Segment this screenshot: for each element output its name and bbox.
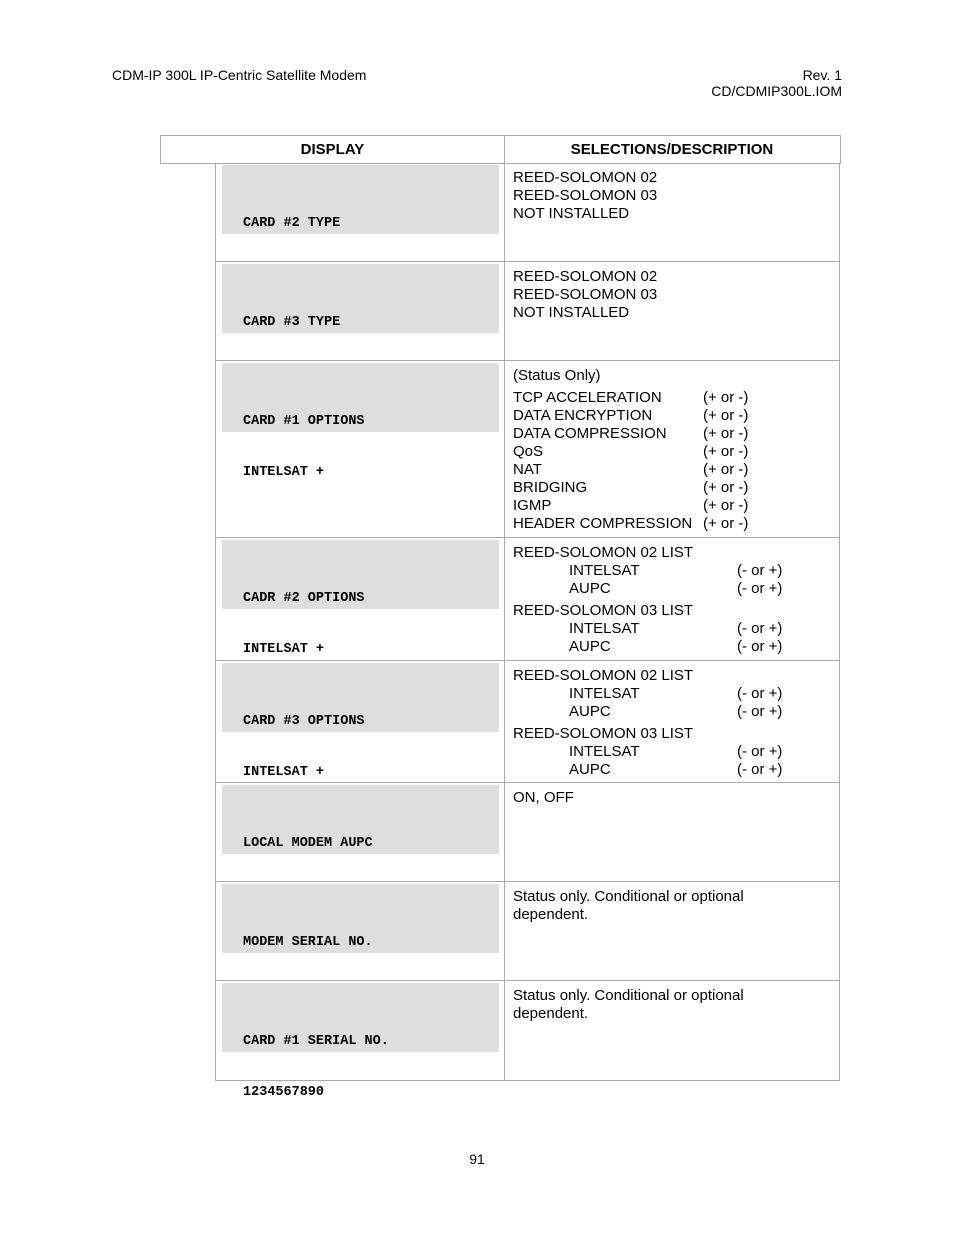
description-text: dependent.: [513, 1005, 589, 1022]
option-row: [513, 443, 831, 461]
item-name: AUPC: [569, 580, 611, 597]
item-value: (- or +): [737, 703, 783, 720]
lcd-display: [222, 540, 499, 657]
revision-label: Rev. 1: [802, 67, 842, 83]
lcd-display: [222, 165, 499, 234]
item-value: (- or +): [737, 638, 783, 655]
display-cell: [215, 981, 505, 1100]
list-item: [513, 580, 831, 598]
lcd-line: INTELSAT +: [243, 642, 325, 657]
display-cell: [215, 538, 505, 661]
option-row: [513, 407, 831, 425]
list-item: [513, 761, 831, 779]
display-cell: [215, 783, 505, 882]
lcd-line: 1234567890: [243, 1085, 325, 1100]
selections-cell: [504, 783, 840, 882]
item-name: INTELSAT: [569, 620, 640, 637]
list-title: REED-SOLOMON 03 LIST: [513, 725, 694, 742]
option-name: NAT: [513, 461, 542, 478]
list-item: [513, 620, 831, 638]
item-name: AUPC: [569, 638, 611, 655]
list-item: [513, 562, 831, 580]
option-value: (+ or -): [703, 425, 749, 442]
header-right: [711, 67, 842, 99]
status-only-note: (Status Only): [513, 367, 601, 384]
option-value: (+ or -): [703, 515, 749, 532]
option-row: [513, 497, 831, 515]
option-row: [513, 461, 831, 479]
list-title: REED-SOLOMON 03 LIST: [513, 602, 694, 619]
option-row: [513, 479, 831, 497]
lcd-line: CARD #2 TYPE: [243, 216, 341, 231]
table-row: [215, 661, 842, 783]
lcd-display: [222, 785, 499, 854]
table-row: [215, 783, 842, 882]
header-left: CDM-IP 300L IP-Centric Satellite Modem: [112, 67, 367, 83]
selection-option: NOT INSTALLED: [513, 304, 630, 321]
option-value: (+ or -): [703, 479, 749, 496]
item-value: (- or +): [737, 685, 783, 702]
table-row: [215, 882, 842, 981]
lcd-line: CARD #1 SERIAL NO.: [243, 1034, 389, 1049]
selections-cell: [504, 661, 840, 783]
option-name: QoS: [513, 443, 544, 460]
lcd-line: CARD #1 OPTIONS: [243, 414, 365, 429]
list-item: [513, 638, 831, 656]
option-row: [513, 425, 831, 443]
description-text: Status only. Conditional or optional: [513, 987, 744, 1004]
item-value: (- or +): [737, 761, 783, 778]
selections-cell: [504, 361, 840, 538]
lcd-line: INTELSAT +: [243, 465, 325, 480]
display-cell: [215, 262, 505, 361]
item-value: (- or +): [737, 620, 783, 637]
table-row: [215, 361, 842, 538]
column-header-display: DISPLAY: [160, 135, 505, 164]
item-name: INTELSAT: [569, 685, 640, 702]
item-name: AUPC: [569, 761, 611, 778]
table-row: [215, 538, 842, 661]
table-row: [215, 262, 842, 361]
description-text: dependent.: [513, 906, 589, 923]
list-item: [513, 743, 831, 761]
lcd-line: LOCAL MODEM AUPC: [243, 836, 373, 851]
selections-cell: [504, 163, 840, 262]
selections-cell: [504, 262, 840, 361]
option-value: (+ or -): [703, 389, 749, 406]
option-name: TCP ACCELERATION: [513, 389, 662, 406]
selection-option: REED-SOLOMON 02: [513, 268, 658, 285]
lcd-display: [222, 884, 499, 953]
option-name: DATA ENCRYPTION: [513, 407, 653, 424]
item-name: INTELSAT: [569, 743, 640, 760]
item-value: (- or +): [737, 562, 783, 579]
selections-cell: [504, 981, 840, 1081]
selection-option: NOT INSTALLED: [513, 205, 630, 222]
list-item: [513, 685, 831, 703]
item-value: (- or +): [737, 580, 783, 597]
column-header-selections: SELECTIONS/DESCRIPTION: [504, 135, 841, 164]
option-name: DATA COMPRESSION: [513, 425, 667, 442]
selection-option: ON, OFF: [513, 789, 574, 806]
option-row: [513, 515, 831, 533]
item-value: (- or +): [737, 743, 783, 760]
option-value: (+ or -): [703, 461, 749, 478]
display-cell: [215, 882, 505, 981]
lcd-line: INTELSAT +: [243, 765, 325, 780]
option-name: HEADER COMPRESSION: [513, 515, 693, 532]
list-item: [513, 703, 831, 721]
item-name: INTELSAT: [569, 562, 640, 579]
table-header: [160, 135, 842, 163]
lcd-line: CARD #3 OPTIONS: [243, 714, 365, 729]
selection-option: REED-SOLOMON 03: [513, 286, 658, 303]
option-value: (+ or -): [703, 443, 749, 460]
option-name: IGMP: [513, 497, 552, 514]
selections-cell: [504, 882, 840, 981]
lcd-line: MODEM SERIAL NO.: [243, 935, 373, 950]
item-name: AUPC: [569, 703, 611, 720]
option-row: [513, 389, 831, 407]
lcd-line: CADR #2 OPTIONS: [243, 591, 365, 606]
list-title: REED-SOLOMON 02 LIST: [513, 667, 694, 684]
display-cell: [215, 163, 505, 262]
option-value: (+ or -): [703, 407, 749, 424]
selection-option: REED-SOLOMON 03: [513, 187, 658, 204]
display-cell: [215, 361, 505, 538]
table-row: [215, 163, 842, 262]
option-value: (+ or -): [703, 497, 749, 514]
selection-option: REED-SOLOMON 02: [513, 169, 658, 186]
description-text: Status only. Conditional or optional: [513, 888, 744, 905]
document-code: CD/CDMIP300L.IOM: [711, 83, 842, 99]
option-name: BRIDGING: [513, 479, 588, 496]
list-title: REED-SOLOMON 02 LIST: [513, 544, 694, 561]
lcd-line: CARD #3 TYPE: [243, 315, 341, 330]
lcd-display: [222, 363, 499, 480]
selections-cell: [504, 538, 840, 661]
lcd-display: [222, 663, 499, 780]
table-row: [215, 981, 842, 1100]
page-number: 91: [469, 1151, 485, 1167]
lcd-display: [222, 264, 499, 333]
lcd-display: [222, 983, 499, 1100]
display-cell: [215, 661, 505, 783]
